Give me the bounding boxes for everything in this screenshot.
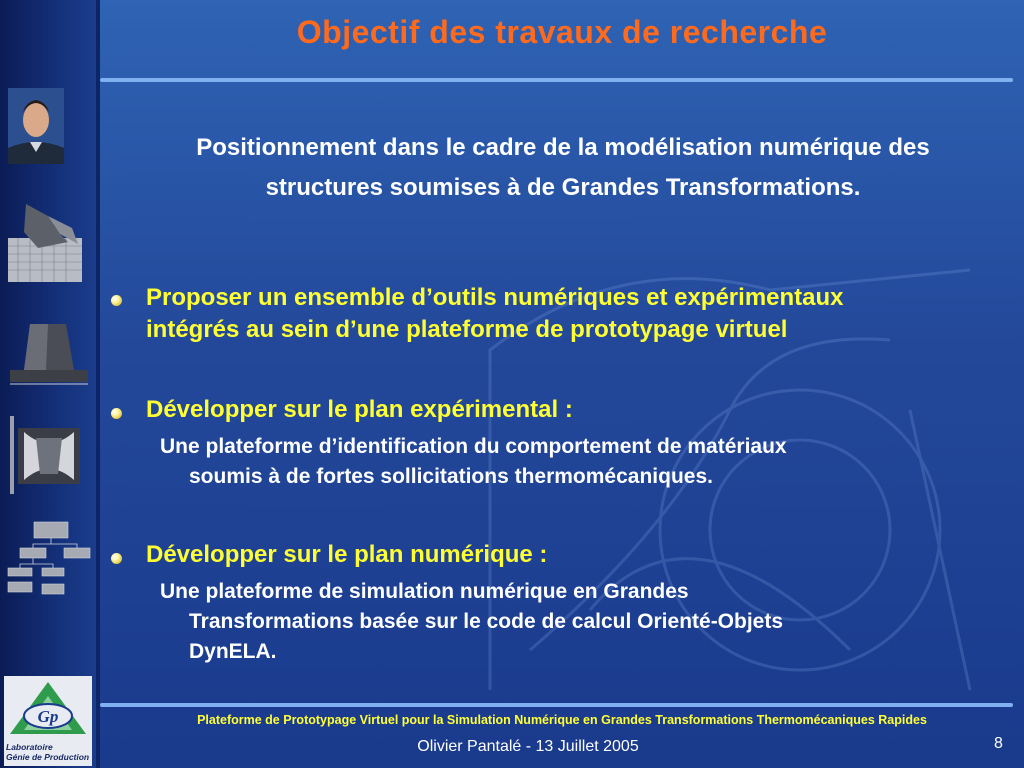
bullet-3-detail (160, 577, 1010, 667)
simulation-mesh-image-2 (8, 320, 90, 386)
sidebar-border (96, 0, 100, 768)
uml-diagram-image (6, 520, 92, 596)
author-date: Olivier Pantalé - 13 Juillet 2005 (417, 738, 639, 755)
simulation-mesh-image-1 (8, 198, 82, 282)
bullet-1-line-1: Proposer un ensemble d’outils numériques et expérimentaux (146, 284, 844, 311)
bullet-3-detail-line-3: DynELA. (189, 640, 277, 663)
bullet-2: Développer sur le plan expérimental : (146, 396, 573, 423)
bullet-icon (111, 553, 122, 564)
bullet-icon (111, 408, 122, 419)
simulation-mesh-image-3 (8, 414, 90, 496)
slide-title: Objectif des travaux de recherche (296, 14, 828, 50)
bullet-3-detail-line-2: Transformations basée sur le code de calcul Orienté-Objets (189, 610, 784, 633)
bullet-icon (111, 295, 122, 306)
intro-text (108, 128, 1018, 208)
author-portrait (8, 88, 64, 164)
bullet-1 (146, 282, 1016, 346)
footer-divider (100, 703, 1013, 707)
logo-label-line1: Laboratoire (6, 742, 53, 752)
footer-title: Plateforme de Prototypage Virtuel pour la Simulation Numérique en Grandes Transformations Thermomécaniques Rapides (197, 713, 927, 727)
title-divider (100, 78, 1013, 82)
bullet-3: Développer sur le plan numérique : (146, 541, 548, 568)
intro-line-1: Positionnement dans le cadre de la modélisation numérique des (196, 134, 930, 161)
bullet-2-detail-line-1: Une plateforme d’identification du comportement de matériaux (160, 435, 787, 458)
bullet-2-detail (160, 432, 1010, 492)
lab-logo (4, 676, 92, 766)
page-number: 8 (994, 735, 1003, 752)
bullet-3-detail-line-1: Une plateforme de simulation numérique en Grandes (160, 580, 689, 603)
intro-line-2: structures soumises à de Grandes Transformations. (265, 174, 861, 201)
bullet-1-line-2: intégrés au sein d’une plateforme de prototypage virtuel (146, 316, 788, 343)
logo-mark: Gp (37, 707, 59, 726)
bullet-2-detail-line-2: soumis à de fortes sollicitations thermomécaniques. (189, 465, 713, 488)
logo-label-line2: Génie de Production (6, 752, 90, 762)
